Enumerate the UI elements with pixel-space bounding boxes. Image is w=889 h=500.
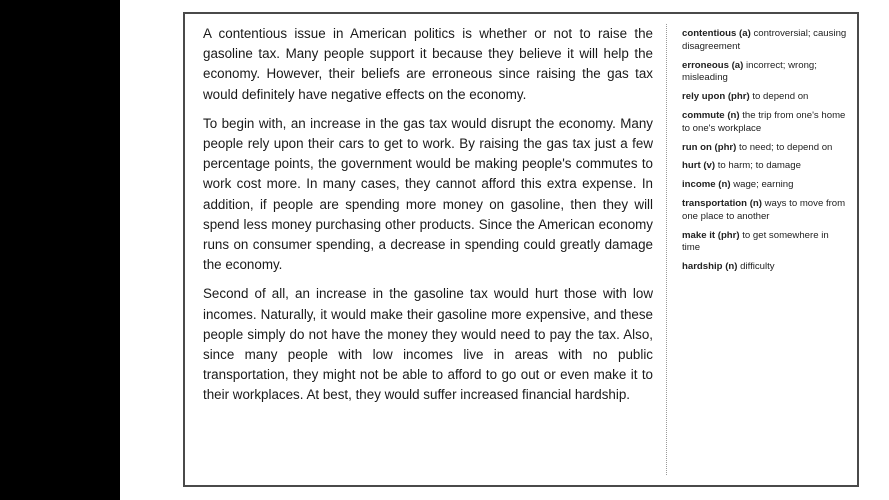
vocab-definition: ways to move from one place to another bbox=[682, 197, 846, 222]
vocab-word: commute bbox=[682, 109, 725, 121]
essay-paragraph-1: A contentious issue in American politics is whether or not to raise the gasoline tax. Many people support it because they believe it will help the economy. However, their beliefs are erroneous since raising the gas tax would definitely have negative effects on the economy. bbox=[203, 26, 653, 102]
vocab-entry bbox=[682, 28, 848, 54]
vocab-part-of-speech: (n) bbox=[718, 179, 731, 191]
vocab-word: erroneous bbox=[682, 59, 729, 71]
vocab-entry bbox=[682, 261, 848, 274]
essay-paragraph-3: Second of all, an increase in the gasoline tax would hurt those with low incomes. Naturally, it would make their gasoline more expensive, and these people simply do not have the money they would need to pay the tax. Also, since many people with low incomes live in areas with no public transportation, they might not be able to afford to go out or even make it to their workplaces. At best, they would suffer increased financial hardship. bbox=[203, 286, 653, 403]
vocab-part-of-speech: (phr) bbox=[727, 91, 750, 103]
vocab-definition: to get somewhere in time bbox=[682, 229, 829, 254]
essay-paragraph-2: To begin with, an increase in the gas tax would disrupt the economy. Many people rely upon their cars to get to work. By raising the gas tax just a few percentage points, the government would be making people's commutes to work cost more. In many cases, they cannot afford this extra expense. In addition, if people are spending more money on gasoline, then they will spend less money purchasing other products. Since the American economy runs on consumer spending, a decrease in spending could greatly damage the economy. bbox=[203, 115, 653, 273]
vocab-part-of-speech: (n) bbox=[727, 109, 740, 121]
vocab-part-of-speech: (phr) bbox=[714, 141, 737, 153]
vocab-definition: the trip from one's home to one's workplace bbox=[682, 109, 846, 134]
document-page bbox=[120, 0, 889, 500]
vocabulary-sidebar bbox=[682, 28, 848, 280]
vocab-part-of-speech: (n) bbox=[749, 197, 762, 209]
column-divider bbox=[666, 24, 667, 475]
vocab-entry bbox=[682, 142, 848, 155]
vocab-word: contentious bbox=[682, 28, 737, 39]
vocab-part-of-speech: (phr) bbox=[717, 229, 740, 241]
vocab-word: make it bbox=[682, 229, 716, 241]
vocab-part-of-speech: (v) bbox=[703, 160, 716, 172]
vocab-entry bbox=[682, 110, 848, 136]
passage-frame bbox=[183, 12, 859, 487]
vocab-part-of-speech: (a) bbox=[731, 59, 744, 71]
vocab-word: income bbox=[682, 179, 716, 191]
vocab-word: run on bbox=[682, 141, 712, 153]
vocab-entry bbox=[682, 160, 848, 173]
vocab-word: transportation bbox=[682, 197, 748, 209]
vocab-word: hardship bbox=[682, 261, 723, 273]
vocab-word: hurt bbox=[682, 160, 701, 172]
essay-body bbox=[203, 24, 653, 415]
vocab-definition: controversial; causing disagreement bbox=[682, 28, 847, 52]
vocab-definition: difficulty bbox=[740, 261, 775, 273]
vocab-part-of-speech: (n) bbox=[725, 261, 738, 273]
vocab-word: rely upon bbox=[682, 91, 726, 103]
vocab-entry bbox=[682, 179, 848, 192]
vocab-entry bbox=[682, 230, 848, 256]
vocab-definition: incorrect; wrong; misleading bbox=[682, 59, 817, 84]
vocab-entry bbox=[682, 198, 848, 224]
vocab-part-of-speech: (a) bbox=[739, 28, 751, 39]
vocab-definition: to need; to depend on bbox=[739, 141, 833, 153]
vocab-definition: to depend on bbox=[752, 91, 809, 103]
vocab-entry bbox=[682, 91, 848, 104]
vocab-definition: wage; earning bbox=[733, 179, 794, 191]
vocab-entry bbox=[682, 60, 848, 86]
vocab-definition: to harm; to damage bbox=[717, 160, 801, 172]
